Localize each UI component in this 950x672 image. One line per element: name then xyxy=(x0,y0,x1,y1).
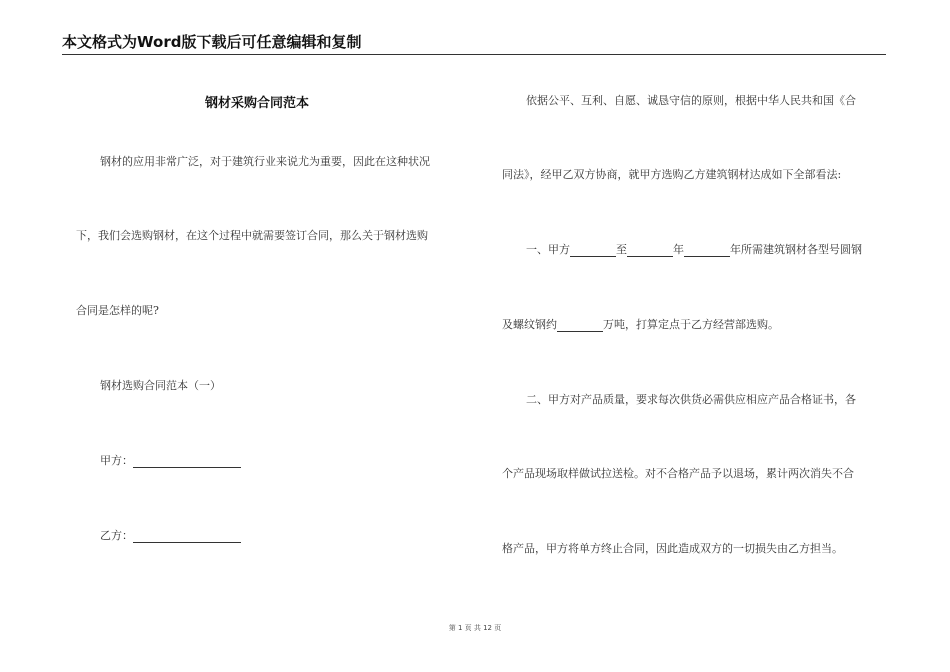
p3-line-1: 二、甲方对产品质量，要求每次供货必需供应相应产品合格证书，各 xyxy=(526,393,856,406)
intro-line-1: 钢材的应用非常广泛，对于建筑行业来说尤为重要，因此在这种状况 xyxy=(100,155,430,168)
party-b-row xyxy=(100,529,241,543)
party-a-label: 甲方： xyxy=(100,454,133,467)
p2-blank-1 xyxy=(570,245,616,257)
intro-line-3: 合同是怎样的呢? xyxy=(76,304,159,317)
header-text: 本文格式为Word版下载后可任意编辑和复制 xyxy=(62,33,362,51)
p2-seg-3: 年 xyxy=(673,243,684,256)
page-title: 钢材采购合同范本 xyxy=(205,96,310,111)
party-a-row xyxy=(100,454,241,468)
p2-blank-4 xyxy=(557,320,603,332)
p2-line2-seg-1: 及螺纹钢约 xyxy=(502,318,557,331)
p2-blank-2 xyxy=(627,245,673,257)
p1-line-1: 依据公平、互利、自愿、诚恳守信的原则，根据中华人民共和国《合 xyxy=(526,94,856,107)
p1-line-2: 同法》，经甲乙双方协商，就甲方选购乙方建筑钢材达成如下全部看法: xyxy=(502,168,842,181)
p2-seg-2: 至 xyxy=(616,243,627,256)
party-a-blank xyxy=(133,456,241,468)
party-b-blank xyxy=(133,531,241,543)
intro-line-2: 下，我们会选购钢材，在这个过程中就需要签订合同，那么关于钢材选购 xyxy=(76,229,428,242)
p2-line-1 xyxy=(526,243,862,257)
page-footer: 第 1 页 共 12 页 xyxy=(448,624,502,632)
document-header xyxy=(62,32,886,55)
p3-line-2: 个产品现场取样做试拉送检。对不合格产品予以退场，累计两次消失不合 xyxy=(502,467,854,480)
sample-heading: 钢材选购合同范本（一） xyxy=(100,379,221,392)
p2-seg-1: 一、甲方 xyxy=(526,243,570,256)
p2-line-2 xyxy=(502,318,779,332)
p3-line-3: 格产品，甲方将单方终止合同，因此造成双方的一切损失由乙方担当。 xyxy=(502,542,843,555)
p2-blank-3 xyxy=(684,245,730,257)
p2-seg-4: 年所需建筑钢材各型号圆钢 xyxy=(730,243,862,256)
p2-line2-seg-2: 万吨，打算定点于乙方经营部选购。 xyxy=(603,318,779,331)
party-b-label: 乙方： xyxy=(100,529,133,542)
